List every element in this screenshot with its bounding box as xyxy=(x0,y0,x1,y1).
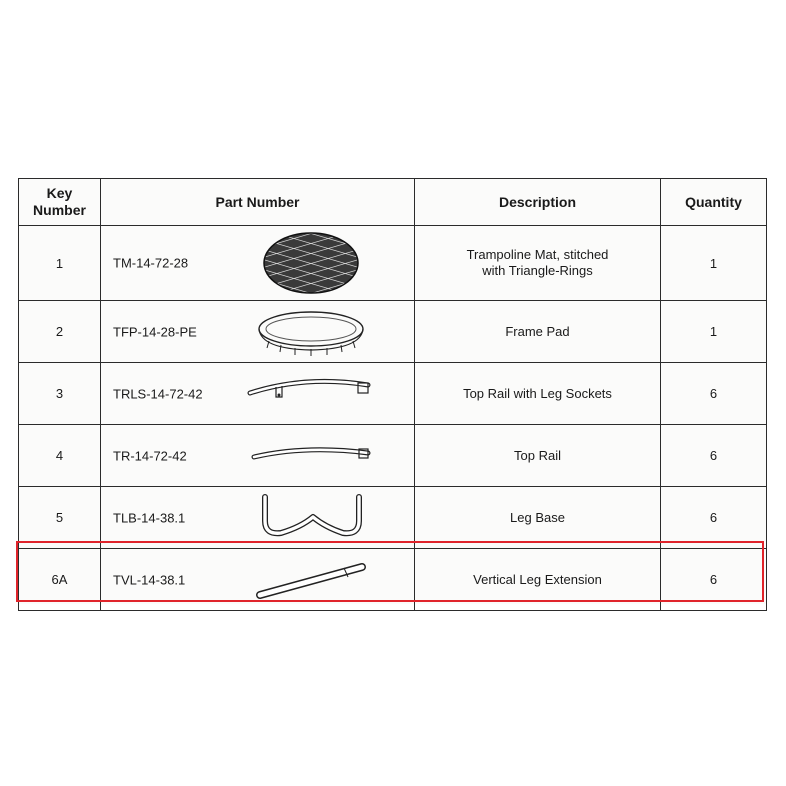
part-cell xyxy=(101,363,415,425)
key-cell: 4 xyxy=(19,425,101,487)
description-cell: Top Rail with Leg Sockets xyxy=(415,363,661,425)
quantity-cell: 1 xyxy=(661,226,767,301)
table-row xyxy=(19,226,767,301)
part-number: TM-14-72-28 xyxy=(113,255,189,271)
key-cell: 3 xyxy=(19,363,101,425)
header-description: Description xyxy=(415,179,661,226)
part-number: TRLS-14-72-42 xyxy=(113,386,203,401)
header-part-number: Part Number xyxy=(101,179,415,226)
description-cell xyxy=(415,226,661,301)
quantity-cell: 1 xyxy=(661,301,767,363)
highlight-box xyxy=(16,541,764,602)
description-text: Trampoline Mat, stitched with Triangle-Rings xyxy=(466,247,609,278)
description-cell: Leg Base xyxy=(415,487,661,549)
quantity-cell: 6 xyxy=(661,425,767,487)
header-key-number xyxy=(19,179,101,226)
table-row xyxy=(19,363,767,425)
header-key-label: Key Number xyxy=(33,185,86,218)
part-cell xyxy=(101,226,415,301)
key-cell: 6A xyxy=(19,549,101,611)
table-row xyxy=(19,425,767,487)
description-cell: Frame Pad xyxy=(415,301,661,363)
part-cell xyxy=(101,487,415,549)
top-rail-image xyxy=(246,425,376,486)
description-cell: Top Rail xyxy=(415,425,661,487)
key-cell: 1 xyxy=(19,226,101,301)
leg-base-image xyxy=(251,487,371,548)
part-number: TR-14-72-42 xyxy=(113,448,187,463)
part-cell xyxy=(101,425,415,487)
table-row xyxy=(19,487,767,549)
top-rail-with-sockets-image xyxy=(246,363,376,424)
quantity-cell: 6 xyxy=(661,549,767,611)
key-cell: 5 xyxy=(19,487,101,549)
header-quantity: Quantity xyxy=(661,179,767,226)
table-header-row xyxy=(19,179,767,226)
description-cell: Vertical Leg Extension xyxy=(415,549,661,611)
quantity-cell: 6 xyxy=(661,363,767,425)
quantity-cell: 6 xyxy=(661,487,767,549)
trampoline-mat-image xyxy=(251,226,371,300)
table-row xyxy=(19,301,767,363)
part-number: TFP-14-28-PE xyxy=(113,324,197,339)
part-cell xyxy=(101,301,415,363)
part-number: TVL-14-38.1 xyxy=(113,572,186,587)
part-number: TLB-14-38.1 xyxy=(113,510,186,525)
key-cell: 2 xyxy=(19,301,101,363)
frame-pad-image xyxy=(251,301,371,362)
